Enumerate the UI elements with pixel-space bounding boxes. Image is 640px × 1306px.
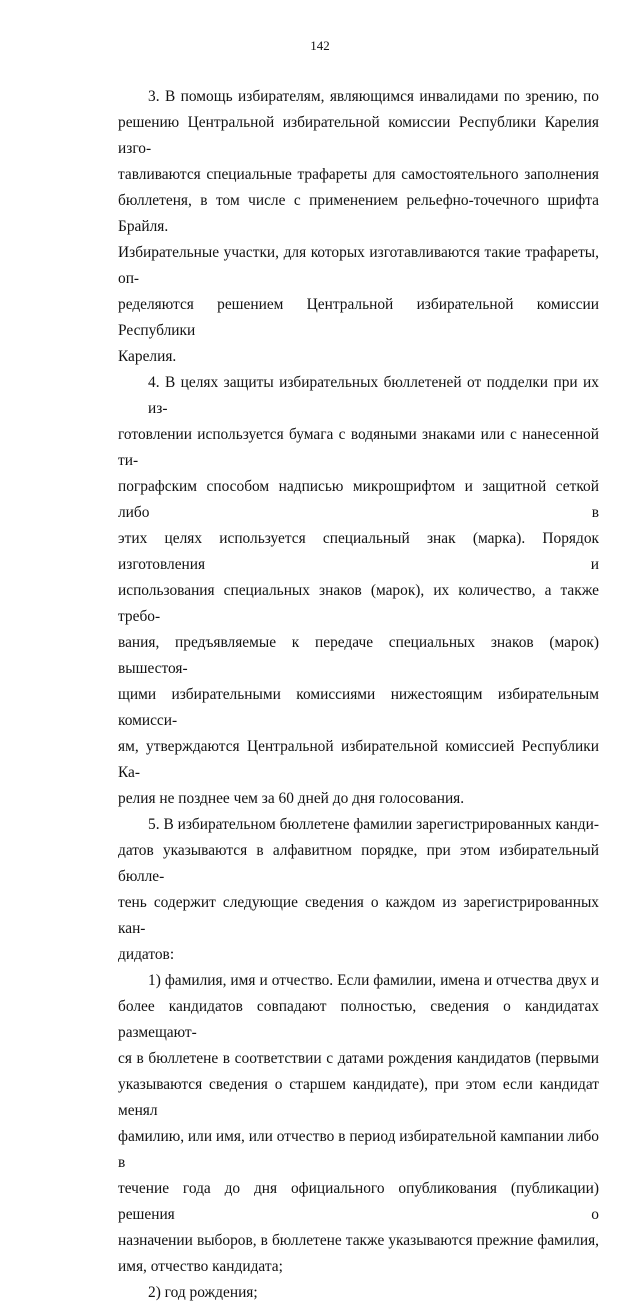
text-line: указываются сведения о старшем кандидате), при этом если кандидат менял bbox=[118, 1076, 599, 1119]
text-line: 3. В помощь избирателям, являющимся инвалидами по зрению, по bbox=[148, 88, 599, 105]
text-line: ся в бюллетене в соответствии с датами рождения кандидатов (первыми bbox=[118, 1050, 599, 1067]
page-number: 142 bbox=[310, 38, 330, 53]
text-line: 1) фамилия, имя и отчество. Если фамилии, имена и отчества двух и bbox=[148, 972, 599, 989]
text-line: 5. В избирательном бюллетене фамилии зарегистрированных канди- bbox=[148, 816, 599, 833]
text-line: тень содержит следующие сведения о каждом из зарегистрированных кан- bbox=[118, 894, 599, 937]
text-line: 4. В целях защиты избирательных бюллетеней от подделки при их из- bbox=[148, 374, 599, 417]
text-line: более кандидатов совпадают полностью, сведения о кандидатах размещают- bbox=[118, 998, 599, 1041]
text-line: бюллетеня, в том числе с применением рельефно-точечного шрифта Брайля. bbox=[118, 192, 599, 235]
paragraph-p5 bbox=[118, 812, 599, 968]
text-line: Избирательные участки, для которых изготавливаются такие трафареты, оп- bbox=[118, 244, 599, 287]
paragraph-p3 bbox=[118, 84, 599, 370]
text-line: щими избирательными комиссиями нижестоящим избирательным комисси- bbox=[118, 686, 599, 729]
paragraph-p4 bbox=[118, 370, 599, 812]
paragraph-p5-1 bbox=[118, 968, 599, 1280]
text-line: релия не позднее чем за 60 дней до дня голосования. bbox=[118, 790, 465, 807]
text-line: ределяются решением Центральной избирательной комиссии Республики bbox=[118, 296, 599, 339]
text-line: ям, утверждаются Центральной избирательной комиссией Республики Ка- bbox=[118, 738, 599, 781]
text-line: этих целях используется специальный знак (марка). Порядок изготовления и bbox=[118, 530, 599, 573]
text-line: вания, предъявляемые к передаче специальных знаков (марок) вышестоя- bbox=[118, 634, 599, 677]
text-line: дидатов: bbox=[118, 946, 175, 963]
document-body bbox=[118, 84, 599, 1306]
text-line: пографским способом надписью микрошрифтом и защитной сеткой либо в bbox=[118, 478, 599, 521]
text-line: датов указываются в алфавитном порядке, при этом избирательный бюлле- bbox=[118, 842, 599, 885]
text-line: фамилию, или имя, или отчество в период избирательной кампании либо в bbox=[118, 1128, 599, 1171]
text-line: использования специальных знаков (марок), их количество, а также требо- bbox=[118, 582, 599, 625]
text-line: решению Центральной избирательной комиссии Республики Карелия изго- bbox=[118, 114, 599, 157]
paragraph-p5-2 bbox=[118, 1280, 599, 1306]
text-line: 2) год рождения; bbox=[148, 1284, 258, 1301]
text-line: тавливаются специальные трафареты для самостоятельного заполнения bbox=[118, 166, 599, 183]
text-line: Карелия. bbox=[118, 348, 177, 365]
text-line: течение года до дня официального опубликования (публикации) решения о bbox=[118, 1180, 599, 1223]
text-line: имя, отчество кандидата; bbox=[118, 1258, 283, 1275]
text-line: назначении выборов, в бюллетене также указываются прежние фамилия, bbox=[118, 1232, 599, 1249]
text-line: готовлении используется бумага с водяными знаками или с нанесенной ти- bbox=[118, 426, 599, 469]
